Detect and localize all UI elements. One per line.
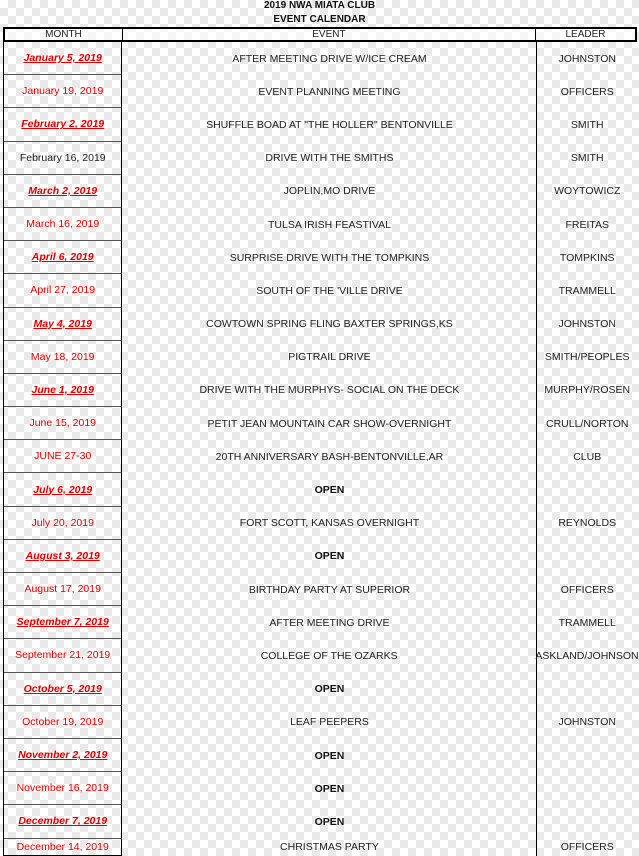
row-month: JUNE 27-30	[4, 440, 122, 473]
row-leader: TOMPKINS	[559, 251, 615, 264]
row-event: OPEN	[122, 739, 537, 772]
table-row	[3, 440, 637, 473]
row-month: August 17, 2019	[4, 573, 122, 606]
row-event: TULSA IRISH FEASTIVAL	[122, 208, 537, 241]
row-month: February 16, 2019	[4, 142, 122, 175]
table-row	[3, 739, 637, 772]
row-event: 20TH ANNIVERSARY BASH-BENTONVILLE,AR	[122, 440, 537, 473]
row-event: CHRISTMAS PARTY	[122, 839, 537, 856]
table-row	[3, 673, 637, 706]
table-row	[3, 175, 637, 208]
row-month: April 27, 2019	[4, 274, 122, 307]
row-event: OPEN	[122, 805, 537, 838]
row-month: March 2, 2019	[4, 175, 122, 208]
row-leader: MURPHY/ROSEN	[544, 384, 631, 397]
row-event: OPEN	[122, 673, 537, 706]
row-event: SURPRISE DRIVE WITH THE TOMPKINS	[122, 241, 537, 274]
table-row	[3, 573, 637, 606]
table-row	[3, 606, 637, 639]
table-row	[3, 274, 637, 307]
table-row	[3, 507, 637, 540]
row-leader	[537, 739, 637, 772]
row-event: LEAF PEEPERS	[122, 706, 537, 739]
row-month: March 16, 2019	[4, 208, 122, 241]
table-header	[3, 27, 637, 42]
row-leader: JOHNSTON	[558, 52, 617, 65]
calendar-title: 2019 NWA MIATA CLUB	[263, 0, 376, 11]
table-row	[3, 142, 637, 175]
row-leader	[537, 805, 637, 838]
row-event: AFTER MEETING DRIVE	[122, 606, 537, 639]
row-month: June 1, 2019	[4, 374, 122, 407]
table-row	[3, 706, 637, 739]
row-leader: SMITH	[570, 118, 604, 131]
table-row	[3, 42, 637, 75]
row-leader: TRAMMELL	[558, 284, 616, 297]
table-row	[3, 407, 637, 440]
row-leader	[537, 473, 637, 506]
row-month: June 15, 2019	[4, 407, 122, 440]
table-row	[3, 374, 637, 407]
table-row	[3, 839, 637, 856]
row-month: October 19, 2019	[4, 706, 122, 739]
row-month: September 7, 2019	[4, 606, 122, 639]
row-leader: JOHNSTON	[558, 318, 617, 331]
row-leader: FREITAS	[565, 218, 610, 231]
table-row	[3, 308, 637, 341]
row-leader: REYNOLDS	[558, 517, 617, 530]
row-month: May 4, 2019	[4, 308, 122, 341]
table-body	[3, 42, 637, 856]
row-month: May 18, 2019	[4, 341, 122, 374]
row-month: December 14, 2019	[4, 839, 122, 856]
row-month: January 19, 2019	[4, 75, 122, 108]
table-row	[3, 772, 637, 805]
row-event: SHUFFLE BOAD AT "THE HOLLER" BENTONVILLE	[122, 108, 537, 141]
row-event: PIGTRAIL DRIVE	[122, 341, 537, 374]
header-month: MONTH	[5, 29, 123, 40]
header-leader: LEADER	[565, 29, 606, 40]
row-event: OPEN	[122, 772, 537, 805]
row-event: COLLEGE OF THE OZARKS	[122, 639, 537, 672]
row-leader: CRULL/NORTON	[546, 417, 629, 430]
row-month: January 5, 2019	[4, 42, 122, 75]
row-month: September 21, 2019	[4, 639, 122, 672]
row-month: December 7, 2019	[4, 805, 122, 838]
table-row	[3, 473, 637, 506]
event-table	[3, 27, 637, 856]
table-row	[3, 108, 637, 141]
table-row	[3, 208, 637, 241]
row-event: OPEN	[122, 473, 537, 506]
table-row	[3, 805, 637, 838]
row-month: August 3, 2019	[4, 540, 122, 573]
table-row	[3, 75, 637, 108]
row-event: JOPLIN,MO DRIVE	[122, 175, 537, 208]
header-event: EVENT	[123, 29, 536, 40]
row-event: SOUTH OF THE 'VILLE DRIVE	[122, 274, 537, 307]
row-month: February 2, 2019	[4, 108, 122, 141]
row-month: October 5, 2019	[4, 673, 122, 706]
row-leader: SMITH/PEOPLES	[544, 351, 630, 364]
row-leader	[537, 540, 637, 573]
row-event: OPEN	[122, 540, 537, 573]
row-leader: SMITH	[570, 152, 604, 165]
table-row	[3, 241, 637, 274]
row-leader: OFFICERS	[560, 85, 614, 98]
row-month: April 6, 2019	[4, 241, 122, 274]
row-month: July 20, 2019	[4, 507, 122, 540]
row-month: July 6, 2019	[4, 473, 122, 506]
row-leader	[537, 772, 637, 805]
table-row	[3, 341, 637, 374]
row-event: EVENT PLANNING MEETING	[122, 75, 537, 108]
row-event: DRIVE WITH THE MURPHYS- SOCIAL ON THE DECK	[122, 374, 537, 407]
row-event: COWTOWN SPRING FLING BAXTER SPRINGS,KS	[122, 308, 537, 341]
row-leader: CLUB	[573, 450, 602, 463]
row-leader: OFFICERS	[560, 583, 614, 596]
row-leader: OFFICERS	[560, 841, 614, 853]
row-leader: WOYTOWICZ	[554, 185, 621, 198]
row-month: November 16, 2019	[4, 772, 122, 805]
row-event: PETIT JEAN MOUNTAIN CAR SHOW-OVERNIGHT	[122, 407, 537, 440]
row-event: AFTER MEETING DRIVE W/ICE CREAM	[122, 42, 537, 75]
row-event: FORT SCOTT, KANSAS OVERNIGHT	[122, 507, 537, 540]
calendar-subtitle: EVENT CALENDAR	[273, 14, 366, 25]
row-event: DRIVE WITH THE SMITHS	[122, 142, 537, 175]
row-event: BIRTHDAY PARTY AT SUPERIOR	[122, 573, 537, 606]
row-leader: ASKLAND/JOHNSON	[535, 649, 639, 662]
row-month: November 2, 2019	[4, 739, 122, 772]
row-leader	[537, 673, 637, 706]
table-row	[3, 639, 637, 672]
row-leader: TRAMMELL	[558, 616, 616, 629]
row-leader: JOHNSTON	[558, 716, 617, 729]
table-row	[3, 540, 637, 573]
